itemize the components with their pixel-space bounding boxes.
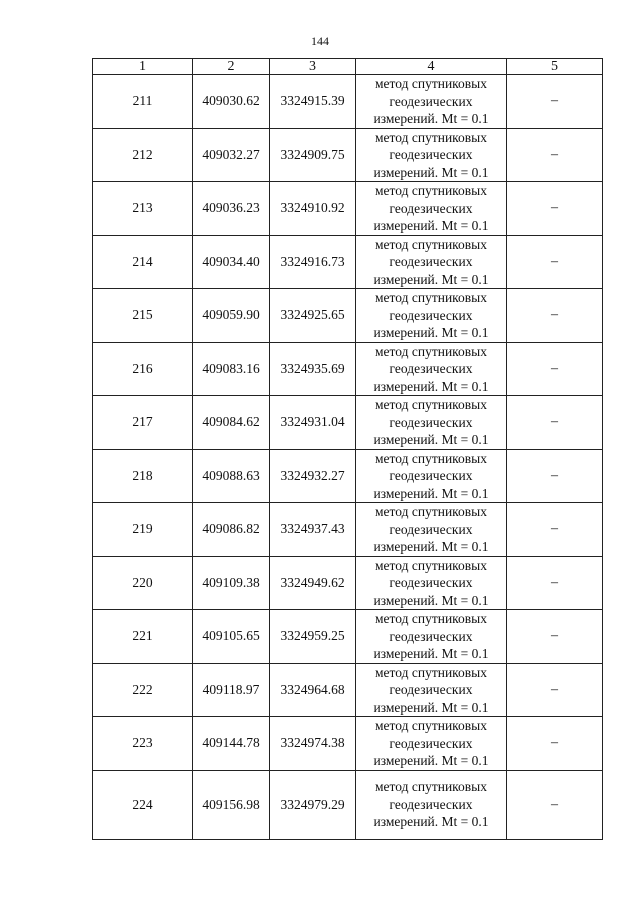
- column-header: 2: [193, 59, 270, 75]
- method-cell: [356, 128, 507, 182]
- method-line: метод спутниковых: [375, 343, 487, 359]
- point-number-cell: 213: [93, 182, 193, 236]
- method-line: геодезических: [389, 575, 473, 590]
- table-row: [93, 289, 603, 343]
- table-row: [93, 342, 603, 396]
- method-line: метод спутниковых: [375, 183, 487, 198]
- note-cell: –: [507, 449, 603, 503]
- point-number-cell: 224: [93, 770, 193, 839]
- x-coordinate-cell: 409109.38: [193, 556, 270, 610]
- y-coordinate-cell: 3324925.65: [270, 289, 356, 343]
- method-line: измерений. Mt = 0.1: [373, 753, 489, 768]
- method-line: геодезических: [389, 200, 473, 216]
- method-cell: [356, 717, 507, 771]
- x-coordinate-cell: 409059.90: [193, 289, 270, 343]
- method-line: измерений. Mt = 0.1: [373, 592, 489, 608]
- method-line: геодезических: [389, 682, 473, 697]
- method-line: измерений. Mt = 0.1: [373, 814, 489, 830]
- table-row: [93, 75, 603, 129]
- method-cell: [356, 663, 507, 717]
- method-line: геодезических: [389, 147, 473, 162]
- method-cell: [356, 182, 507, 236]
- method-line: метод спутниковых: [375, 611, 487, 626]
- method-line: измерений. Mt = 0.1: [373, 432, 489, 447]
- method-line: метод спутниковых: [375, 76, 487, 91]
- note-cell: –: [507, 610, 603, 664]
- note-cell: –: [507, 556, 603, 610]
- note-cell: –: [507, 128, 603, 182]
- method-line: метод спутниковых: [375, 504, 487, 519]
- method-line: измерений. Mt = 0.1: [373, 325, 489, 340]
- y-coordinate-cell: 3324949.62: [270, 556, 356, 610]
- y-coordinate-cell: 3324959.25: [270, 610, 356, 664]
- point-number-cell: 223: [93, 717, 193, 771]
- y-coordinate-cell: 3324932.27: [270, 449, 356, 503]
- table-header-row: [93, 59, 603, 75]
- method-line: измерений. Mt = 0.1: [373, 699, 489, 715]
- note-cell: –: [507, 75, 603, 129]
- table-row: [93, 396, 603, 450]
- column-header: 1: [93, 59, 193, 75]
- table-body: [93, 75, 603, 840]
- method-line: измерений. Mt = 0.1: [373, 218, 489, 233]
- table-row: [93, 717, 603, 771]
- method-cell: [356, 289, 507, 343]
- point-number-cell: 219: [93, 503, 193, 557]
- method-line: метод спутниковых: [375, 129, 487, 145]
- method-line: метод спутниковых: [375, 557, 487, 573]
- point-number-cell: 221: [93, 610, 193, 664]
- point-number-cell: 217: [93, 396, 193, 450]
- note-cell: –: [507, 770, 603, 839]
- method-line: метод спутниковых: [375, 450, 487, 466]
- method-line: геодезических: [389, 254, 473, 269]
- method-line: метод спутниковых: [375, 397, 487, 412]
- method-line: геодезических: [389, 361, 473, 376]
- x-coordinate-cell: 409030.62: [193, 75, 270, 129]
- column-header: 5: [507, 59, 603, 75]
- method-line: геодезических: [389, 628, 473, 644]
- point-number-cell: 218: [93, 449, 193, 503]
- point-number-cell: 211: [93, 75, 193, 129]
- y-coordinate-cell: 3324937.43: [270, 503, 356, 557]
- method-cell: [356, 235, 507, 289]
- table-row: [93, 770, 603, 839]
- method-line: измерений. Mt = 0.1: [373, 271, 489, 287]
- note-cell: –: [507, 503, 603, 557]
- table-row: [93, 235, 603, 289]
- method-line: измерений. Mt = 0.1: [373, 378, 489, 394]
- note-cell: –: [507, 235, 603, 289]
- method-line: измерений. Mt = 0.1: [373, 485, 489, 501]
- method-line: геодезических: [389, 468, 473, 483]
- y-coordinate-cell: 3324909.75: [270, 128, 356, 182]
- y-coordinate-cell: 3324974.38: [270, 717, 356, 771]
- method-cell: [356, 770, 507, 839]
- method-line: геодезических: [389, 796, 473, 812]
- method-line: геодезических: [389, 307, 473, 323]
- point-number-cell: 212: [93, 128, 193, 182]
- y-coordinate-cell: 3324915.39: [270, 75, 356, 129]
- x-coordinate-cell: 409036.23: [193, 182, 270, 236]
- method-line: геодезических: [389, 414, 473, 430]
- y-coordinate-cell: 3324935.69: [270, 342, 356, 396]
- x-coordinate-cell: 409034.40: [193, 235, 270, 289]
- note-cell: –: [507, 182, 603, 236]
- method-line: измерений. Mt = 0.1: [373, 539, 489, 554]
- method-line: измерений. Mt = 0.1: [373, 646, 489, 661]
- method-cell: [356, 610, 507, 664]
- x-coordinate-cell: 409156.98: [193, 770, 270, 839]
- y-coordinate-cell: 3324964.68: [270, 663, 356, 717]
- method-line: метод спутниковых: [375, 779, 487, 795]
- note-cell: –: [507, 717, 603, 771]
- x-coordinate-cell: 409118.97: [193, 663, 270, 717]
- table-row: [93, 182, 603, 236]
- method-cell: [356, 556, 507, 610]
- method-line: геодезических: [389, 93, 473, 109]
- x-coordinate-cell: 409032.27: [193, 128, 270, 182]
- method-cell: [356, 396, 507, 450]
- table-row: [93, 449, 603, 503]
- x-coordinate-cell: 409084.62: [193, 396, 270, 450]
- note-cell: –: [507, 289, 603, 343]
- point-number-cell: 216: [93, 342, 193, 396]
- note-cell: –: [507, 396, 603, 450]
- method-line: измерений. Mt = 0.1: [373, 164, 489, 180]
- table-row: [93, 503, 603, 557]
- method-line: метод спутниковых: [375, 718, 487, 733]
- table-row: [93, 556, 603, 610]
- x-coordinate-cell: 409088.63: [193, 449, 270, 503]
- note-cell: –: [507, 342, 603, 396]
- table-row: [93, 663, 603, 717]
- table-row: [93, 610, 603, 664]
- method-line: измерений. Mt = 0.1: [373, 111, 489, 126]
- y-coordinate-cell: 3324910.92: [270, 182, 356, 236]
- method-line: метод спутниковых: [375, 664, 487, 680]
- y-coordinate-cell: 3324916.73: [270, 235, 356, 289]
- point-number-cell: 214: [93, 235, 193, 289]
- method-cell: [356, 342, 507, 396]
- x-coordinate-cell: 409086.82: [193, 503, 270, 557]
- method-cell: [356, 449, 507, 503]
- method-line: геодезических: [389, 521, 473, 537]
- x-coordinate-cell: 409144.78: [193, 717, 270, 771]
- table-row: [93, 128, 603, 182]
- method-cell: [356, 503, 507, 557]
- page-number: 144: [311, 34, 329, 48]
- x-coordinate-cell: 409083.16: [193, 342, 270, 396]
- x-coordinate-cell: 409105.65: [193, 610, 270, 664]
- coordinates-table: [92, 58, 603, 840]
- method-line: метод спутниковых: [375, 236, 487, 252]
- point-number-cell: 220: [93, 556, 193, 610]
- y-coordinate-cell: 3324931.04: [270, 396, 356, 450]
- column-header: 3: [270, 59, 356, 75]
- point-number-cell: 215: [93, 289, 193, 343]
- point-number-cell: 222: [93, 663, 193, 717]
- note-cell: –: [507, 663, 603, 717]
- method-cell: [356, 75, 507, 129]
- y-coordinate-cell: 3324979.29: [270, 770, 356, 839]
- method-line: метод спутниковых: [375, 290, 487, 305]
- method-line: геодезических: [389, 735, 473, 751]
- column-header: 4: [356, 59, 507, 75]
